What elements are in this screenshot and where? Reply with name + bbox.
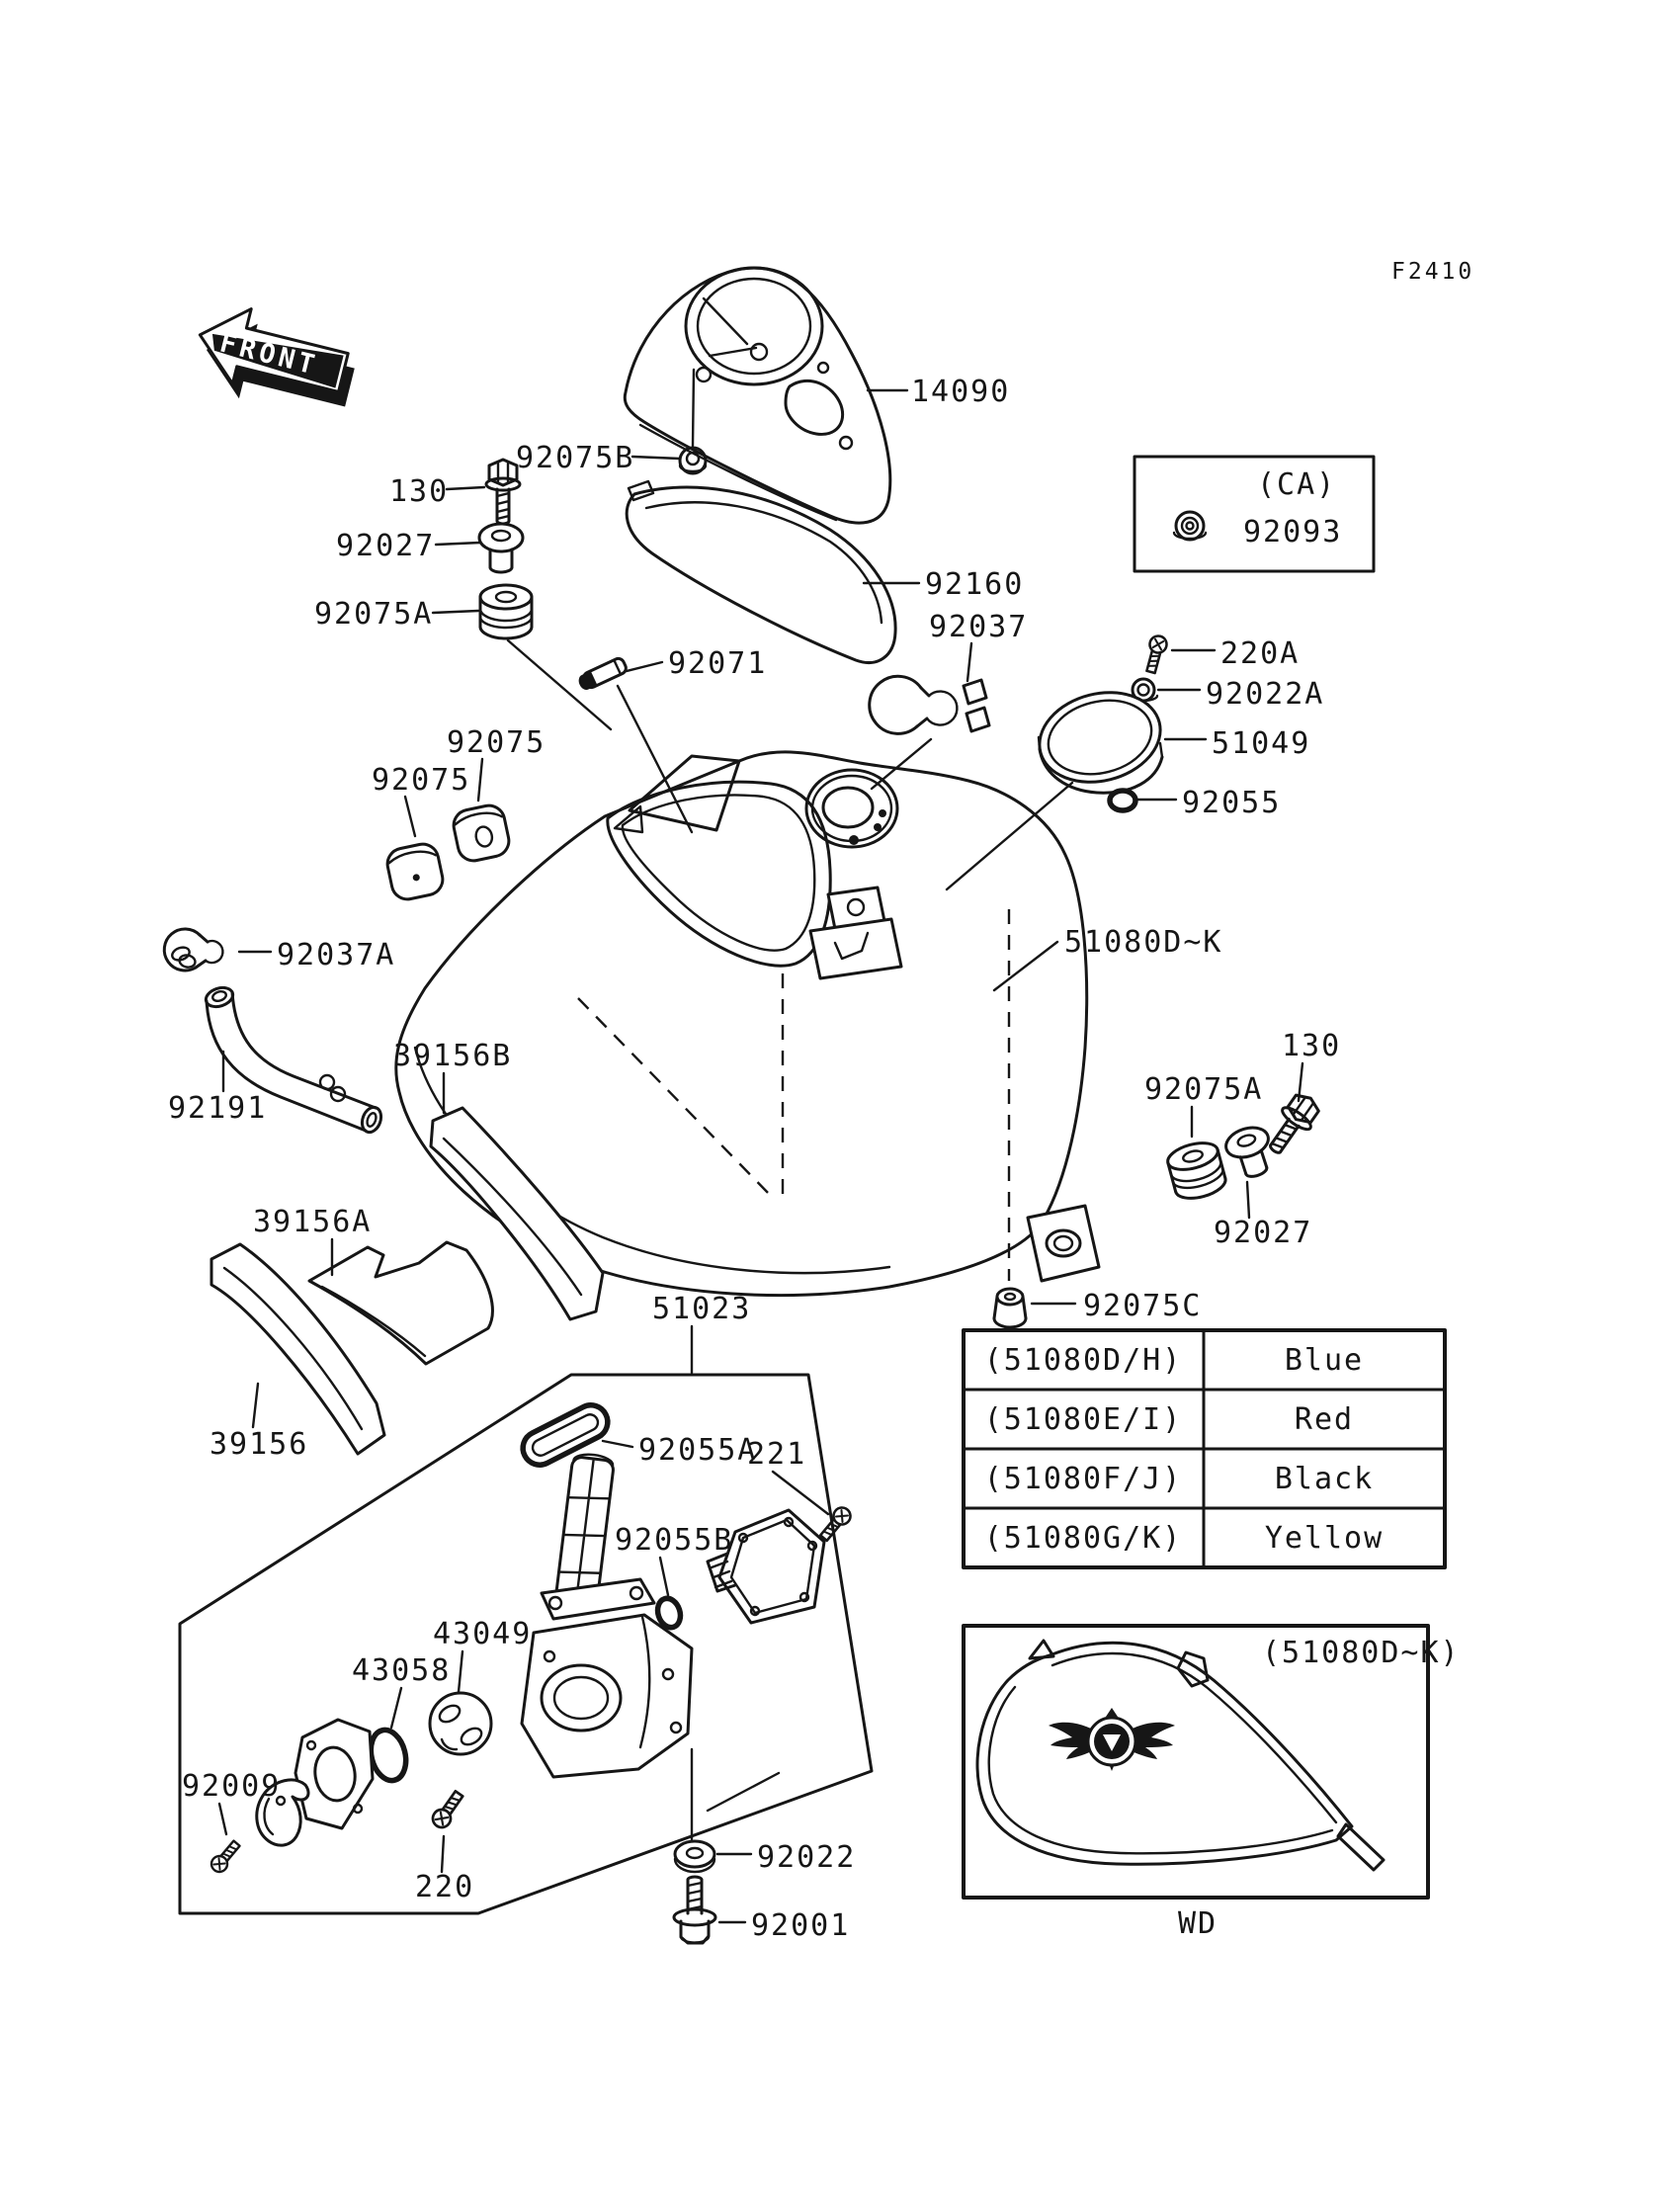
table-row-code: (51080F/J) <box>983 1462 1183 1496</box>
table-row-color: Red <box>1294 1402 1355 1437</box>
lever-plate-drawing <box>295 1720 373 1828</box>
damper-92075a-drawing <box>480 585 532 638</box>
callout-92037: 92037 <box>929 610 1029 644</box>
damper-92075-lower-drawing <box>384 841 446 902</box>
callout-51049: 51049 <box>1212 726 1311 761</box>
callout-92027-top: 92027 <box>336 529 436 563</box>
table-row-code: (51080D/H) <box>983 1343 1183 1378</box>
bolt-130-drawing <box>486 460 520 524</box>
screw-220-drawing <box>429 1789 465 1831</box>
callout-39156: 39156 <box>210 1427 309 1462</box>
callout-220a: 220A <box>1220 636 1301 671</box>
callout-92075a-top: 92075A <box>314 597 434 632</box>
inset-caption: WD <box>1178 1906 1218 1941</box>
callout-39156b: 39156B <box>393 1039 513 1073</box>
inset-label: (51080D~K) <box>1262 1636 1461 1670</box>
callout-92001: 92001 <box>751 1908 851 1943</box>
callout-43049: 43049 <box>433 1617 533 1651</box>
callout-92055a: 92055A <box>638 1433 758 1468</box>
callout-92009: 92009 <box>182 1769 282 1804</box>
callout-92022a: 92022A <box>1206 677 1325 712</box>
collar-92027-right-drawing <box>1222 1123 1279 1182</box>
callout-92075-lower: 92075 <box>372 763 471 798</box>
meter-cover-drawing <box>625 268 890 523</box>
callout-92071: 92071 <box>668 646 768 681</box>
seal-92093-drawing <box>1174 512 1206 540</box>
oring-92055-drawing <box>1110 791 1135 810</box>
callout-92037a: 92037A <box>277 938 396 972</box>
washer-92022-drawing <box>675 1841 714 1872</box>
callout-43058: 43058 <box>352 1653 452 1688</box>
ca-region-label: (CA) <box>1257 467 1337 502</box>
damper-92075a-right-drawing <box>1165 1139 1228 1204</box>
callout-92055b: 92055B <box>615 1523 734 1558</box>
callout-14090: 14090 <box>911 375 1011 409</box>
ca-box <box>1134 457 1374 571</box>
callout-51023: 51023 <box>652 1292 752 1326</box>
bolt-92001-drawing <box>674 1877 715 1943</box>
front-arrow <box>188 298 363 424</box>
callout-221: 221 <box>747 1437 807 1472</box>
table-row-color: Black <box>1274 1462 1375 1496</box>
clamp-92037a-drawing <box>164 929 222 971</box>
callout-92055: 92055 <box>1182 786 1282 820</box>
fuel-cap-51049-drawing <box>1030 680 1170 794</box>
callout-92191: 92191 <box>168 1091 268 1126</box>
callout-39156a: 39156A <box>253 1205 373 1239</box>
table-row-code: (51080E/I) <box>983 1402 1183 1437</box>
table-row-code: (51080G/K) <box>983 1521 1183 1556</box>
callout-92022: 92022 <box>757 1840 857 1875</box>
tank-emblem <box>1049 1708 1175 1771</box>
seal-92093-label: 92093 <box>1243 515 1343 549</box>
inset-tank-box <box>964 1626 1461 1898</box>
callout-130-top: 130 <box>389 474 450 509</box>
callout-92160: 92160 <box>925 567 1025 602</box>
figure-code: F2410 <box>1391 259 1475 285</box>
clamp-92037-drawing <box>870 676 989 733</box>
callout-92075b: 92075B <box>516 441 635 475</box>
callout-51080: 51080D~K <box>1064 925 1223 960</box>
callout-220: 220 <box>415 1870 475 1904</box>
front-arrow-label: FRONT <box>216 327 322 382</box>
collar-92027-drawing <box>479 524 523 572</box>
gasket-43049-drawing <box>430 1693 491 1754</box>
pin-92071-drawing <box>576 656 628 692</box>
callout-92075a-right: 92075A <box>1144 1072 1264 1107</box>
bolt-130-right-drawing <box>1260 1089 1324 1161</box>
screw-92009-drawing <box>209 1838 243 1875</box>
screw-220a-drawing <box>1142 634 1168 675</box>
table-row-color: Blue <box>1284 1343 1365 1378</box>
damper-92075-upper-drawing <box>451 803 512 864</box>
callout-130-right: 130 <box>1282 1029 1342 1063</box>
table-row-color: Yellow <box>1264 1521 1385 1556</box>
damper-92075c-drawing <box>994 1289 1026 1327</box>
callout-92075-upper: 92075 <box>447 725 546 760</box>
color-table <box>964 1330 1445 1567</box>
fuel-tap-drawing <box>522 1453 692 1777</box>
grommet-drawing <box>680 448 706 473</box>
callout-92027-right: 92027 <box>1214 1216 1313 1250</box>
callout-92075c: 92075C <box>1083 1289 1203 1323</box>
